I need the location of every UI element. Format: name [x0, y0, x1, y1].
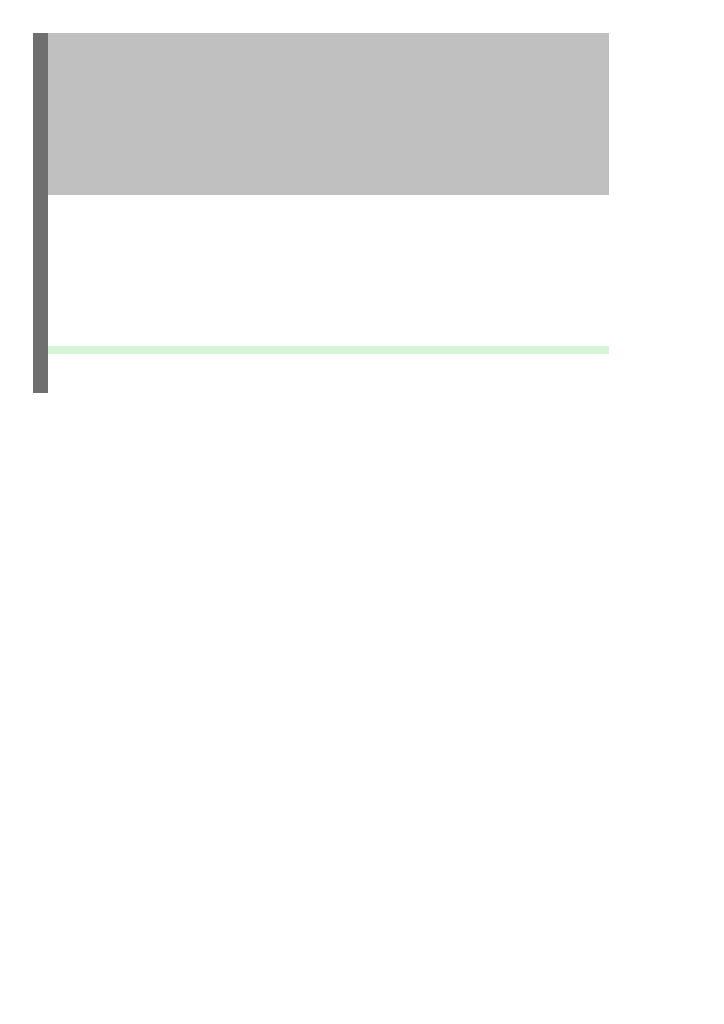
header-box — [48, 33, 609, 195]
separator-green — [48, 346, 609, 354]
sidebar-strip — [33, 33, 48, 393]
separator-white — [48, 354, 609, 362]
